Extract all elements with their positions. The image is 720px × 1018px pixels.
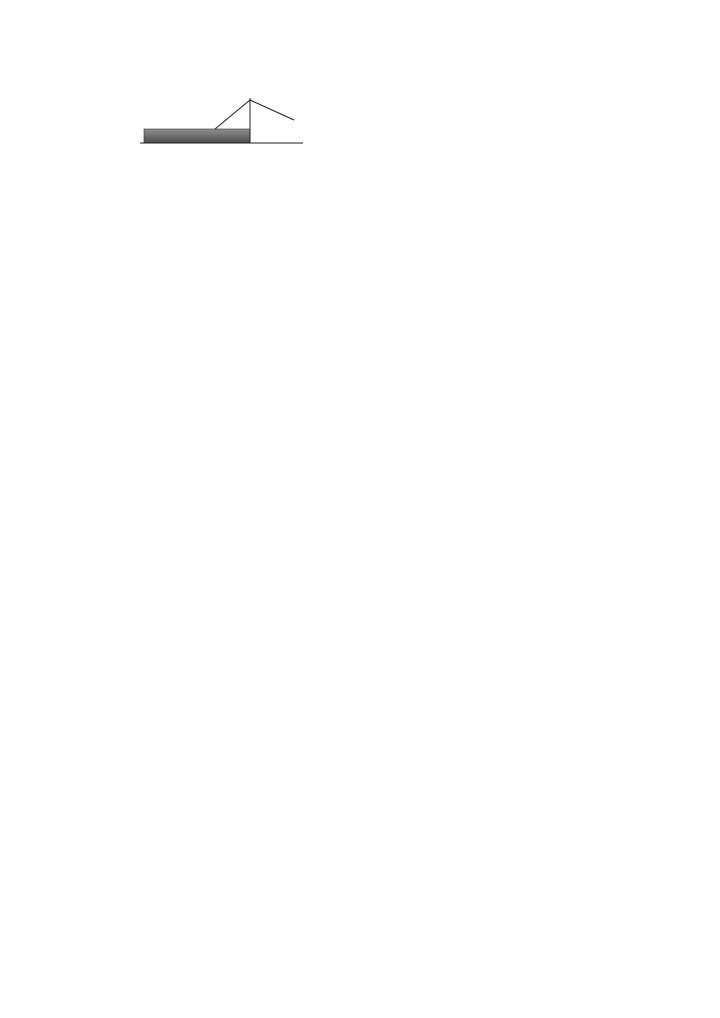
page-footer <box>0 928 720 944</box>
segment-PA <box>250 100 294 120</box>
figure-side-lines <box>310 89 616 181</box>
figure-3-drawing <box>135 89 310 159</box>
solution-content <box>105 84 616 181</box>
paper-stack-shape <box>144 129 250 143</box>
figure-3 <box>135 89 310 181</box>
segment-BP <box>215 100 250 129</box>
figure-row <box>105 89 616 181</box>
